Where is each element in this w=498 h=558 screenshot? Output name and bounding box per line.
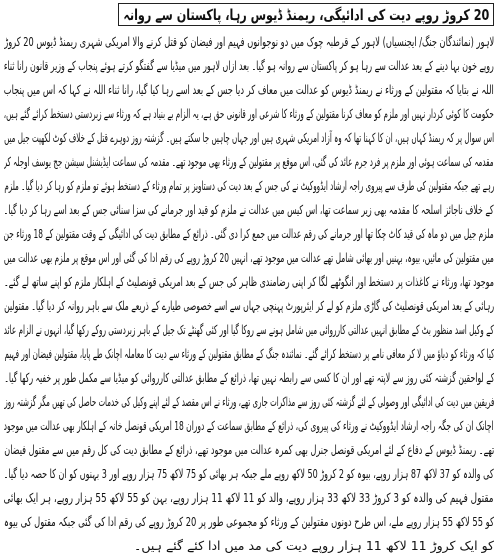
article-line-text: مقدمہ کی سماعت ہوئی اور ملزم پر فرد جرم عائد کی گئی، اس موقع پر مقتولین کے ورثاء بھی موجود تھے۔ مقدمہ کی سماعت ایڈیشنل سیشن جج یوسف اوجلہ کر — [4, 154, 494, 169]
article-line — [4, 389, 494, 413]
article-line-text: اللہ نے بتایا کہ مقتولین کے ورثاء نے ریمنڈ ڈیوس کو عدالت میں معاف کر دیا جس کے بعد اسے رہا کیا گیا، رانا ثناء اللہ نے کہا کہ اس میں پنجاب — [4, 82, 494, 97]
article-line — [4, 509, 494, 533]
article-line-text: میں مقتولین کی مائیں، بیوہ، بہنیں اور بھائی شامل تھے عدالت میں موجود تھے، انہیں 20 کروڑ روپے کی رقم ادا کی گئی اور اس موقع پر ملزم بھی عدالت میں — [4, 250, 494, 265]
article-line-text: کیا کہ ورثاء کو دباؤ میں لا کر معافی نامے پر دستخط کرائے گئے۔ نمائندہ جنگ کے مطابق مقتولین کے ورثاء سے دیت کا معاملہ اچانک طے پایا، مقتولین فیضان اور فہیم — [4, 346, 494, 361]
article-line-text: ملزم جیل میں دو ماہ کی قید کاٹ چکا تھا اور جرمانے کی رقم عدالت میں جمع کرا دی گئی۔ ذرائع کے مطابق دیت کی ادائیگی کے وقت مقتولین کے 18 ورثاء جن — [4, 226, 494, 241]
headline — [123, 4, 489, 25]
article-line — [4, 293, 494, 317]
article-line-text: کے خلاف ناجائز اسلحہ کا مقدمہ بھی زیر سماعت تھا، اس کیس میں عدالت نے ملزم کو قید اور جرمانے کی سزا سنائی جس کے بعد اسے رہا کر دیا گیا۔ — [4, 202, 494, 217]
article-line — [4, 413, 494, 437]
article-line — [4, 221, 494, 245]
article-line — [4, 125, 494, 149]
article-line-text: روپے خون بہا دینے کے بعد عدالت سے رہا ہو کر پاکستان سے روانہ ہو گیا۔ بعد ازاں لاہور میں میڈیا سے گفتگو کرتے ہوئے پنجاب کے وزیر قانون رانا ثناء — [4, 58, 494, 73]
article-line — [4, 269, 494, 293]
article-line-text: مقتول فہیم کی والدہ کو 3 کروڑ 33 لاکھ 33 ہزار روپے، والد کو 11 لاکھ 11 ہزار روپے، بہن کو 55 لاکھ 55 ہزار روپے، ہر ایک بھائی — [4, 490, 494, 505]
article-line — [4, 53, 494, 77]
article-line-text: لاہور (نمائندگان جنگ/ ایجنسیاں) لاہور کے قرطبہ چوک میں دو نوجوانوں فہیم اور فیضان کو قتل کرنے والا امریکی شہری ریمنڈ ڈیوس 20 کروڑ — [4, 34, 494, 49]
article-line-last — [4, 533, 494, 557]
headline-text: 20 کروڑ روپے دیت کی ادائیگی، ریمنڈ ڈیوس رہا، پاکستان سے روانہ — [123, 6, 489, 24]
article-line-text: رہے تھے جبکہ مقتولین کی طرف سے پیروی راجہ ارشاد ایڈووکیٹ نے کی جس کے بعد دیت کی دستاویز پر تمام ورثاء کے دستخط ہوئے تو ملزم کو رہا کر دیا گیا۔ ملزم — [4, 178, 494, 193]
article-line — [4, 365, 494, 389]
headline-box — [118, 3, 494, 26]
article-body — [4, 29, 494, 557]
article-line — [4, 173, 494, 197]
article-line — [4, 149, 494, 173]
article-line — [4, 485, 494, 509]
article-line-text: کے لواحقین گزشتہ کئی روز سے لاپتہ تھے اور ان کا کسی سے رابطہ نہیں تھا، ذرائع کے مطابق عدالتی کارروائی کو میڈیا سے مکمل طور پر خفیہ رکھا گیا۔ — [4, 370, 494, 385]
article-line — [4, 101, 494, 125]
article-line — [4, 197, 494, 221]
article-line-text: کے وکیل اسد منظور بٹ کے مطابق انہیں عدالتی کارروائی میں شامل ہونے سے روکا گیا اور کئی گھنٹے تک جیل کے باہر زبردستی روکے رکھا گیا، انہوں نے الزام عائد — [4, 322, 494, 337]
article-line-text: تھے۔ ریمنڈ ڈیوس کے دفاع کے لئے امریکی قونصل جنرل بھی کمرہ عدالت میں موجود تھے، ذرائع کے مطابق دیت کی کل رقم میں سے مقتول فیضان — [4, 442, 494, 457]
article-line-text: کی والدہ کو 37 لاکھ 87 ہزار روپے، بیوہ کو 2 کروڑ 50 لاکھ روپے ملے جبکہ ہر بھائی کو 75 لاکھ 75 ہزار روپے اور 3 بہنوں کو ان کا حصہ دیا گیا۔ — [4, 466, 494, 481]
article-line-text: کو ایک کروڑ 11 لاکھ 11 ہزار روپے دیت کی مد میں ادا کئے گئے ہیں۔ — [134, 538, 494, 553]
article-line — [4, 461, 494, 485]
article-line-text: اس سوال پر کہ ریمنڈ کہاں ہیں، ان کا کہنا تھا کہ وہ آزاد امریکی شہری ہیں اور جہاں چاہیں جا سکتے ہیں۔ گزشتہ روز دوہرے قتل کے خلاف کوٹ لکھپت جیل میں — [4, 130, 494, 145]
article-line — [4, 29, 494, 53]
article-line — [4, 437, 494, 461]
article-line-text: کو 55 لاکھ 55 ہزار روپے ملے، اس طرح دونوں مقتولین کے ورثاء کو مجموعی طور پر 20 کروڑ روپے کی رقم ادا کی گئی جبکہ مقتول کی بیوہ — [4, 514, 494, 529]
article-line — [4, 317, 494, 341]
article-line — [4, 245, 494, 269]
article-line-text: موجود تھا، ورثاء نے کاغذات پر دستخط اور انگوٹھے لگا کر اپنی رضامندی ظاہر کی جس کے بعد امریکی قونصلیٹ کے اہلکار ملزم کو اپنے ساتھ لے گئے۔ — [4, 274, 494, 289]
article-line — [4, 77, 494, 101]
article-line-text: فریقین میں دیت کی ادائیگی اور وصولی کے لئے گزشتہ کئی روز سے مذاکرات جاری تھے، ورثاء نے اس مقصد کے لئے اپنے وکیل کی خدمات حاصل کی تھیں مگر گزشتہ روز — [4, 394, 494, 409]
article-line-text: اچانک ان کی جگہ راجہ ارشاد ایڈووکیٹ نے ورثاء کی پیروی کی، ذرائع کے مطابق سماعت کے دوران 18 امریکی قونصل خانہ کے اہلکار بھی عدالت میں موجود — [4, 418, 494, 433]
article-line-text: رہائی کے بعد امریکی قونصلیٹ کی گاڑی ملزم کو لے کر ایئرپورٹ پہنچی جہاں سے اسے خصوصی طیارے کے ذریعے ملک سے باہر روانہ کر دیا گیا۔ مقتولین — [4, 298, 494, 313]
article-line — [4, 341, 494, 365]
article-line-text: حکومت کا کوئی کردار نہیں اور ملزم کو معاف کرنا مقتولین کے ورثاء کا شرعی اور قانونی حق ہے، یہ الزام بے بنیاد ہے کہ ورثاء سے زبردستی دستخط کرائے گئے ہیں، — [4, 106, 494, 121]
